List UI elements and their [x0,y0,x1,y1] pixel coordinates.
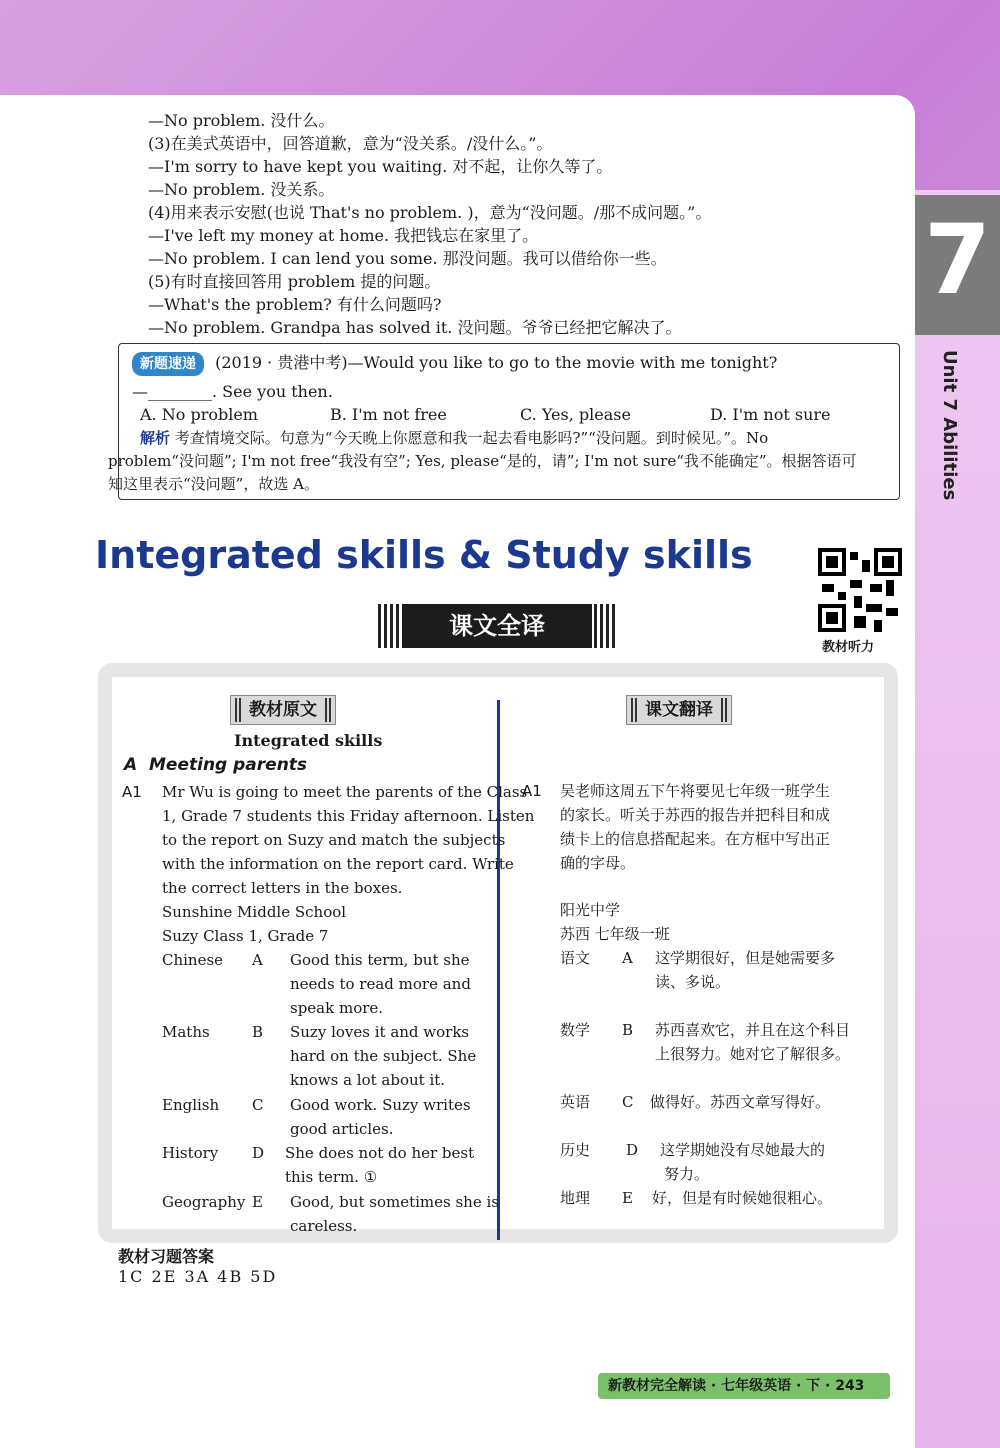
subject-letter: E [252,1193,263,1211]
subject-comment: speak more. [290,999,384,1017]
text-line: —I'm sorry to have kept you waiting. 对不起，让你久等了。 [148,157,613,176]
text-line: —I've left my money at home. 我把钱忘在家里了。 [148,226,539,245]
a1-line: with the information on the report card. Write [162,855,514,873]
part-heading [124,753,307,777]
text-line: —No problem. Grandpa has solved it. 没问题。爷爷已经把它解决了。 [148,318,682,337]
analysis-line: problem“没问题”; I'm not free“我没有空”; Yes, please“是的，请”; I'm not sure“我不能确定”。根据答语可 [108,452,857,470]
a1-label: A1 [122,783,142,801]
subject-name: English [162,1096,220,1114]
banner-bars-left [378,604,400,648]
subject-comment: hard on the subject. She [290,1047,477,1065]
unit-title: Unit 7 Abilities [939,350,960,501]
text-line: —What's the problem? 有什么问题吗? [148,295,442,314]
subject-comment: needs to read more and [290,975,471,993]
subject-comment: She does not do her best [285,1144,475,1162]
exercise-question [132,352,777,376]
unit-number: 7 [924,204,991,316]
a1-line: the correct letters in the boxes. [162,879,403,897]
subject-name-translation: 数学 [560,1021,591,1039]
subject-comment-translation: 苏西喜欢它，并且在这个科目 [655,1021,851,1039]
text-line: —No problem. I can lend you some. 那没问题。我可以借给你一些。 [148,249,667,268]
subject-letter: A [252,951,263,969]
subject-comment: Good, but sometimes she is [290,1193,499,1211]
subject-comment: this term. ① [285,1168,378,1186]
subject-comment: Suzy loves it and works [290,1023,470,1041]
subject-comment: knows a lot about it. [290,1071,446,1089]
text-line: (4)用来表示安慰(也说 That's no problem. )，意为“没问题。/那不成问题。”。 [148,203,712,222]
subject-letter: E [622,1189,633,1207]
subject-letter: A [622,949,633,967]
analysis-line: 知这里表示“没问题”，故选 A。 [108,475,319,493]
subject-name: Chinese [162,951,224,969]
a1-label-translation: A1 [522,782,542,800]
subject-comment: careless. [290,1217,358,1235]
new-question-badge: 新题速递 [132,352,204,376]
text-line: —No problem. 没什么。 [148,111,335,130]
a1-translation-line: 的家长。听关于苏西的报告并把科目和成 [560,806,831,824]
option-a: A. No problem [140,405,258,424]
part-letter: A [124,755,138,775]
subject-comment-translation: 读、多说。 [655,973,731,991]
banner-text: 课文全译 [402,604,592,648]
subject-name-translation: 历史 [560,1141,591,1159]
a1-line: 1, Grade 7 students this Friday afternoon. Listen [162,807,535,825]
qr-label: 教材听力 [822,640,875,655]
analysis-text: 考查情境交际。句意为“今天晚上你愿意和我一起去看电影吗?”“没问题。到时候见。”。No [174,429,769,447]
a1-line: to the report on Suzy and match the subjects [162,831,506,849]
subject-comment-translation: 上很努力。她对它了解很多。 [655,1045,851,1063]
subject-letter: B [622,1021,634,1039]
page-footer: 新教材完全解读 · 七年级英语 · 下 · 243 [598,1373,890,1399]
subject-comment-translation: 这学期很好，但是她需要多 [655,949,836,967]
subject-name: Geography [162,1193,246,1211]
a1-line: Mr Wu is going to meet the parents of the Class [162,783,528,801]
answers-text: 1C 2E 3A 4B 5D [118,1267,278,1286]
exercise-reply: —________. See you then. [132,382,333,401]
original-text-header: 教材原文 [230,695,336,725]
subject-letter: D [252,1144,265,1162]
subject-name-translation: 语文 [560,949,591,967]
subject-comment-translation: 努力。 [664,1165,710,1183]
subject-comment-translation: 做得好。苏西文章写得好。 [650,1093,831,1111]
text-line: (3)在美式英语中，回答道歉，意为“没关系。/没什么。”。 [148,134,553,153]
subject-comment-translation: 这学期她没有尽她最大的 [660,1141,826,1159]
a1-translation-line: 吴老师这周五下午将要见七年级一班学生 [560,782,831,800]
subject-comment-translation: 好，但是有时候她很粗心。 [652,1189,833,1207]
translation-banner [378,604,616,648]
subject-letter: C [252,1096,264,1114]
a1-translation-line: 确的字母。 [560,854,636,872]
school-name: Sunshine Middle School [162,903,347,921]
translation-header: 课文翻译 [626,695,732,725]
subject-name-translation: 英语 [560,1093,591,1111]
subject-comment: good articles. [290,1120,394,1138]
option-b: B. I'm not free [330,405,447,424]
option-c: C. Yes, please [520,405,631,424]
text-line: —No problem. 没关系。 [148,180,335,199]
a1-translation-line: 绩卡上的信息搭配起来。在方框中写出正 [560,830,831,848]
subject-letter: C [622,1093,634,1111]
student-info: Suzy Class 1, Grade 7 [162,927,329,945]
subject-comment: Good work. Suzy writes [290,1096,471,1114]
student-info-translation: 苏西 七年级一班 [560,925,670,943]
section-title: Integrated skills & Study skills [95,533,753,577]
question-text: (2019 · 贵港中考)—Would you like to go to the movie with me tonight? [215,353,778,372]
answers-title: 教材习题答案 [118,1247,215,1266]
subject-name: Maths [162,1023,210,1041]
subject-name-translation: 地理 [560,1189,591,1207]
option-d: D. I'm not sure [710,405,831,424]
subtitle: Integrated skills [234,731,383,750]
subject-letter: B [252,1023,264,1041]
school-name-translation: 阳光中学 [560,901,621,919]
subject-letter: D [626,1141,639,1159]
text-line: (5)有时直接回答用 problem 提的问题。 [148,272,441,291]
analysis-line [140,427,768,449]
analysis-label: 解析 [140,429,171,447]
banner-bars-right [594,604,616,648]
qr-code[interactable] [818,548,902,632]
subject-name: History [162,1144,219,1162]
subject-comment: Good this term, but she [290,951,470,969]
part-title: Meeting parents [149,755,308,775]
